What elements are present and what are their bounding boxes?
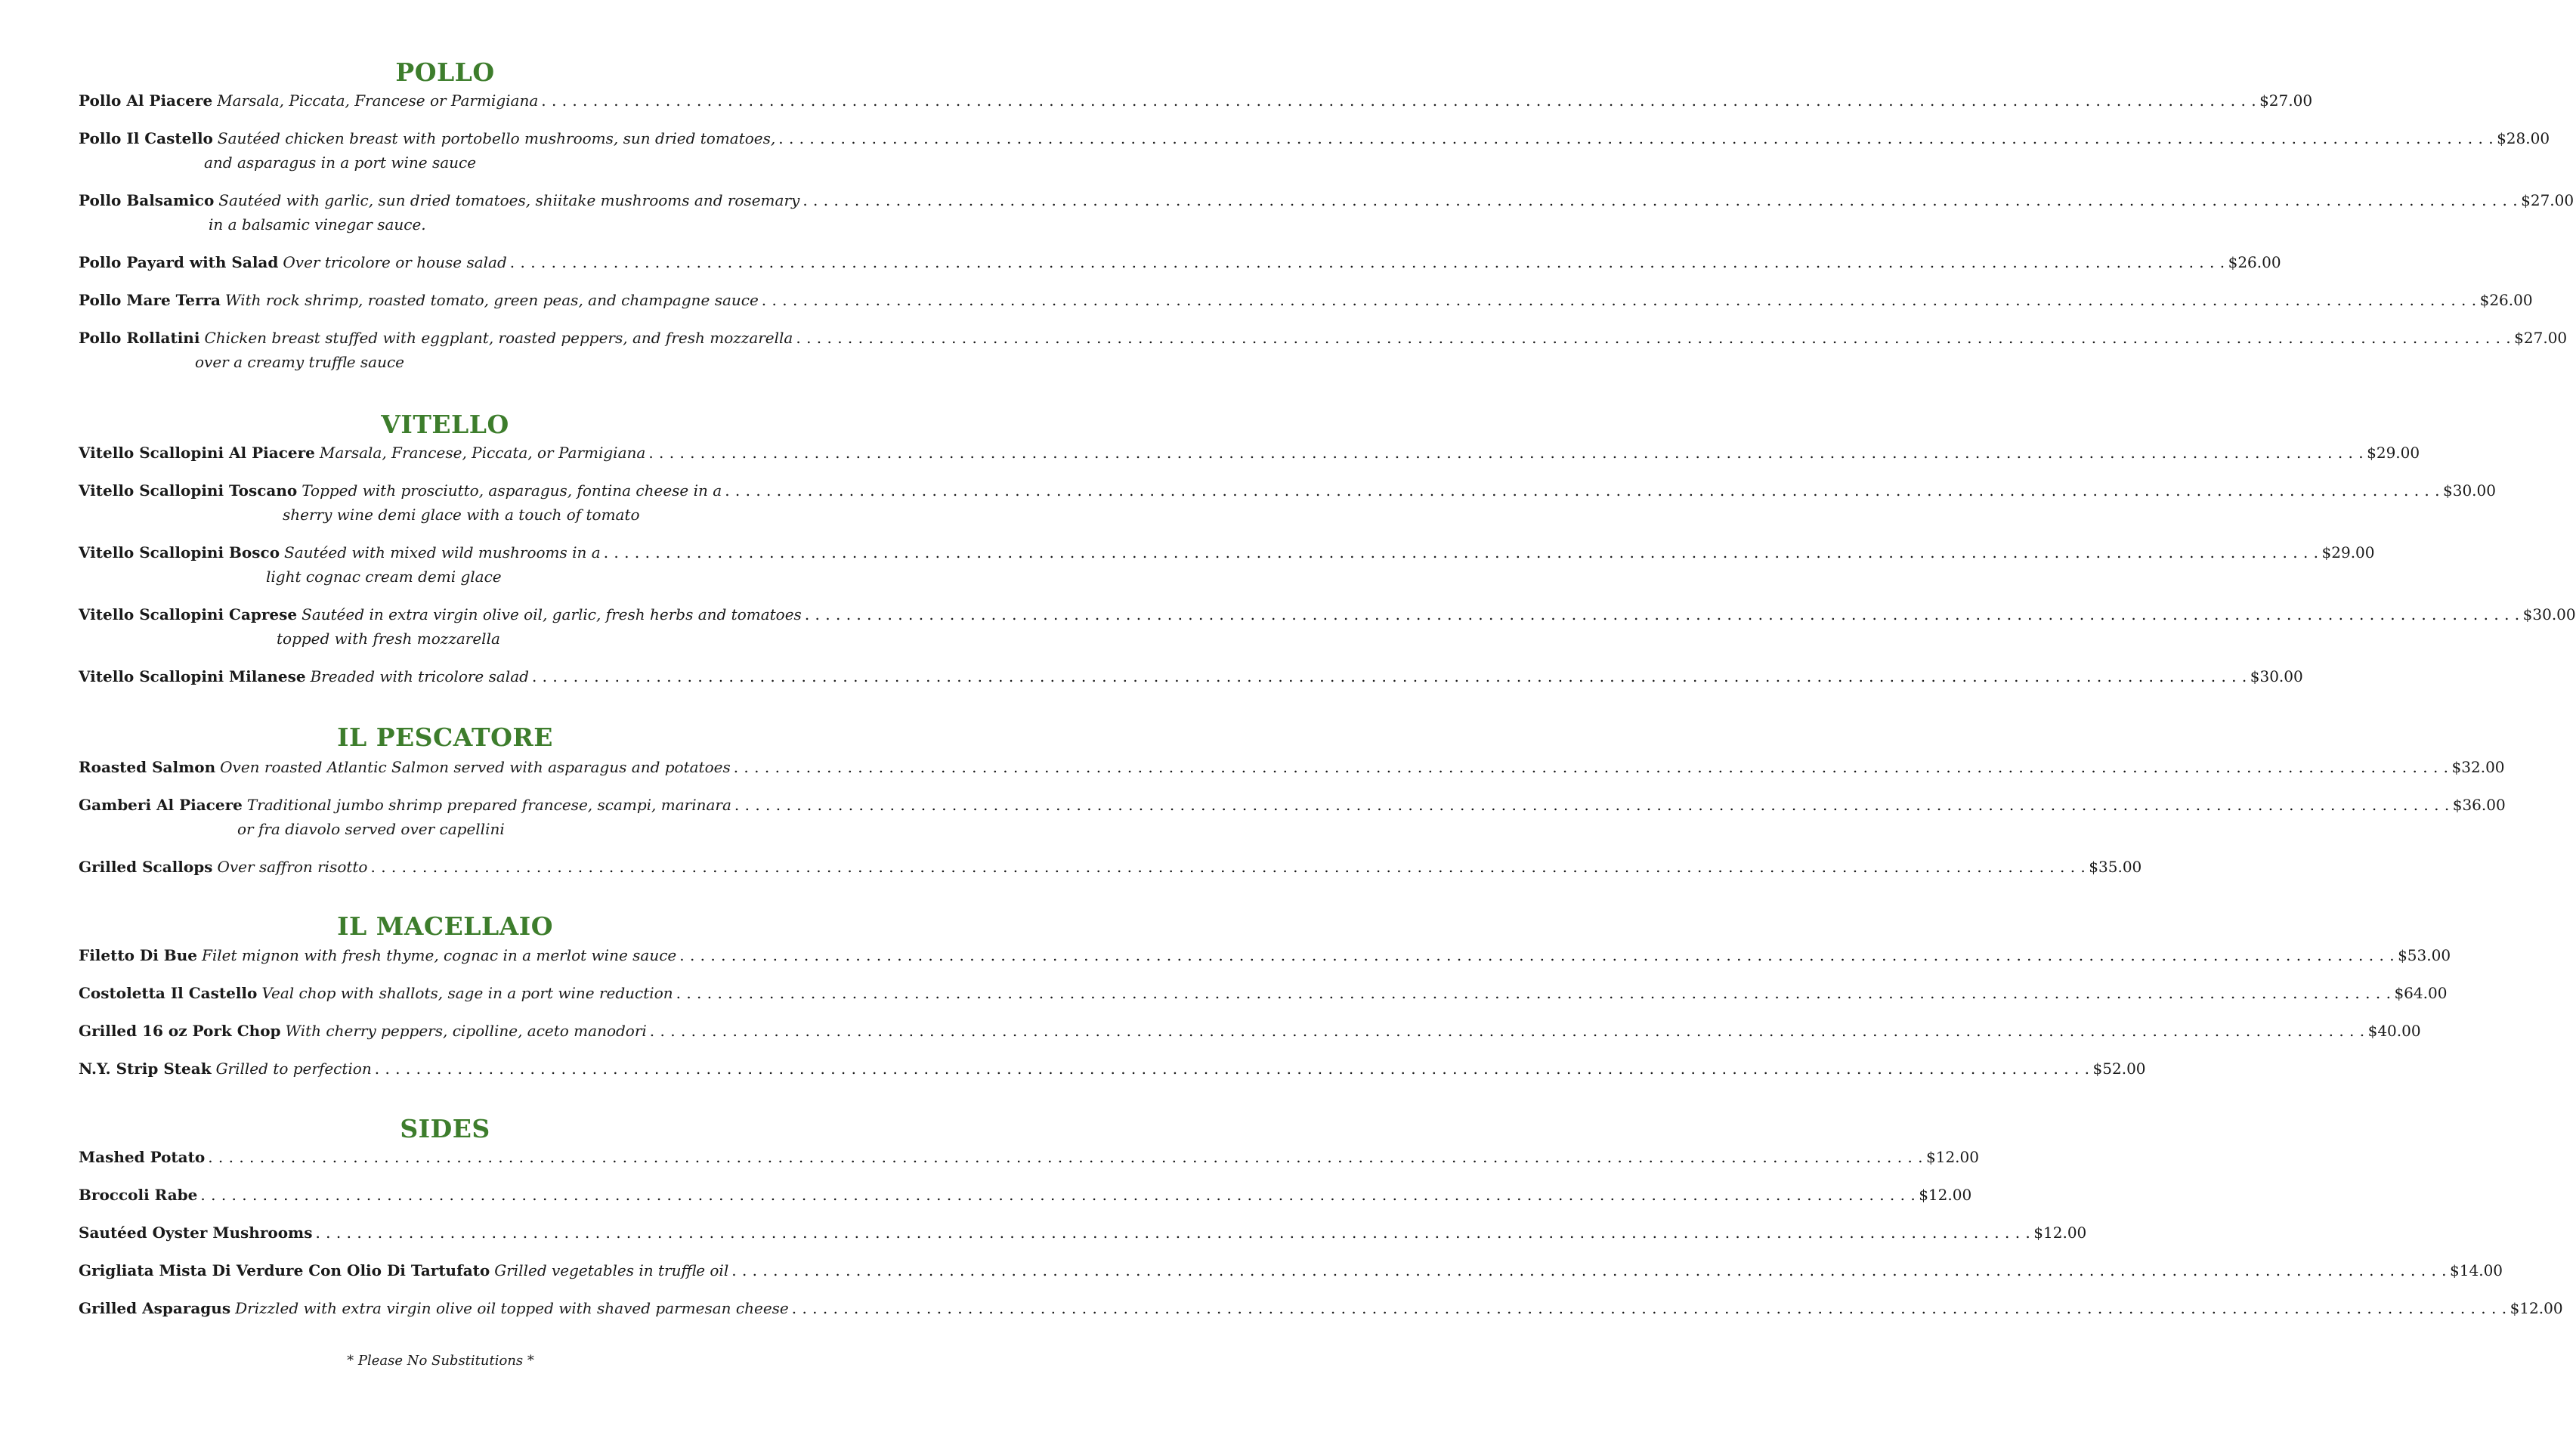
dot-leader (805, 602, 2520, 626)
menu-item-price: $35.00 (2089, 858, 2142, 876)
menu-item-price: $26.00 (2228, 253, 2281, 271)
menu-item-line (79, 188, 2574, 212)
menu-item-line (79, 793, 2506, 817)
menu-item-description: Topped with prosciutto, asparagus, fontina cheese in a (302, 481, 722, 500)
menu-item-description: Drizzled with extra virgin olive oil topped with shaved parmesan cheese (235, 1299, 789, 1317)
menu-item-description: Veal chop with shallots, sage in a port wine reduction (261, 984, 673, 1002)
menu-item (79, 855, 2142, 879)
dot-leader (802, 188, 2518, 212)
menu-item-line (79, 1183, 1972, 1207)
menu-item-name: Pollo Rollatini (79, 329, 200, 347)
menu-item-price: $14.00 (2450, 1261, 2503, 1279)
menu-item (79, 981, 2448, 1005)
menu-item-name: Roasted Salmon (79, 758, 216, 776)
menu-item-description: With cherry peppers, cipolline, aceto manodori (285, 1022, 647, 1040)
menu-item-name: Grigliata Mista Di Verdure Con Olio Di Tartufato (79, 1261, 490, 1279)
dot-leader (734, 793, 2450, 817)
menu-item-description-continued: over a creamy truffle sauce (195, 353, 405, 371)
dot-leader (796, 326, 2511, 350)
menu-item-price: $12.00 (2033, 1224, 2087, 1242)
menu-item-price: $36.00 (2452, 796, 2506, 814)
dot-leader (375, 1057, 2090, 1081)
menu-item-name: Costoletta Il Castello (79, 984, 258, 1002)
menu-item (79, 1057, 2146, 1081)
dot-leader (510, 250, 2225, 274)
menu-item-description: Sautéed with garlic, sun dried tomatoes, shiitake mushrooms and rosemary (218, 191, 800, 209)
menu-item (79, 664, 2303, 688)
menu-item-line (79, 126, 2550, 150)
menu-item-line (79, 1019, 2421, 1043)
menu-item-description-continued: topped with fresh mozzarella (277, 630, 500, 648)
dot-leader (541, 88, 2256, 113)
menu-item-description: Oven roasted Atlantic Salmon served with asparagus and potatoes (220, 758, 731, 776)
menu-item-line (79, 755, 2505, 779)
menu-item-description: Filet mignon with fresh thyme, cognac in a merlot wine sauce (201, 946, 677, 964)
menu-item-price: $28.00 (2497, 129, 2550, 147)
menu-item-description: Traditional jumbo shrimp prepared francese, scampi, marinara (246, 796, 731, 814)
menu-item-description: Sautéed in extra virgin olive oil, garlic, fresh herbs and tomatoes (302, 605, 802, 623)
menu-item-price: $52.00 (2092, 1060, 2146, 1078)
menu-item (79, 326, 2568, 374)
menu-item-description: Grilled to perfection (215, 1060, 372, 1078)
menu-item-description: Grilled vegetables in truffle oil (494, 1261, 729, 1279)
menu-item-price: $27.00 (2521, 191, 2574, 209)
menu-item-line (79, 855, 2142, 879)
menu-item-price: $40.00 (2367, 1022, 2421, 1040)
menu-item-line (79, 1145, 1979, 1169)
dot-leader (679, 943, 2395, 967)
menu-item-name: Grilled 16 oz Pork Chop (79, 1022, 281, 1040)
menu-item (79, 1296, 2563, 1320)
menu-item-line (79, 1258, 2503, 1282)
menu-item-description: Over tricolore or house salad (283, 253, 507, 271)
menu-item (79, 602, 2576, 651)
menu-item-name: Vitello Scallopini Toscano (79, 481, 298, 500)
menu-item-description: With rock shrimp, roasted tomato, green peas, and champagne sauce (225, 291, 759, 309)
menu-item-name: Gamberi Al Piacere (79, 796, 243, 814)
menu-item-price: $29.00 (2367, 444, 2420, 462)
menu-item-description-continued: light cognac cream demi glace (266, 568, 502, 586)
menu-item-price: $12.00 (2510, 1299, 2563, 1317)
menu-item-line (79, 943, 2451, 967)
section-title-vitello: VITELLO (381, 410, 509, 439)
menu-item (79, 1221, 2087, 1245)
menu-item (79, 943, 2451, 967)
menu-item (79, 126, 2550, 175)
menu-item-name: Vitello Scallopini Milanese (79, 667, 306, 685)
menu-item-price: $27.00 (2259, 91, 2313, 110)
menu-item-name: Broccoli Rabe (79, 1186, 198, 1204)
section-title-pollo: POLLO (395, 57, 495, 87)
menu-item (79, 288, 2533, 312)
dot-leader (650, 1019, 2365, 1043)
menu-item (79, 1183, 1972, 1207)
menu-item (79, 1145, 1979, 1169)
menu-item-price: $30.00 (2443, 481, 2496, 500)
menu-item-name: Mashed Potato (79, 1148, 206, 1166)
menu-item (79, 793, 2506, 841)
menu-item-name: Pollo Balsamico (79, 191, 215, 209)
menu-item-price: $64.00 (2394, 984, 2448, 1002)
menu-item-description-continued: sherry wine demi glace with a touch of tomato (283, 506, 640, 524)
menu-item-name: Pollo Payard with Salad (79, 253, 279, 271)
menu-item-line (79, 981, 2448, 1005)
menu-item (79, 1258, 2503, 1282)
dot-leader (648, 441, 2364, 465)
menu-item-price: $27.00 (2514, 329, 2568, 347)
dot-leader (731, 1258, 2447, 1282)
menu-item-description: Sautéed chicken breast with portobello mushrooms, sun dried tomatoes, (217, 129, 776, 147)
menu-item (79, 441, 2420, 465)
menu-item-price: $53.00 (2398, 946, 2451, 964)
menu-item-line (79, 250, 2281, 274)
menu-item-name: Grilled Scallops (79, 858, 213, 876)
menu-item-line (79, 540, 2375, 565)
dot-leader (315, 1221, 2030, 1245)
dot-leader (200, 1183, 1916, 1207)
menu-item-description: Marsala, Francese, Piccata, or Parmigiana (319, 444, 646, 462)
menu-item-line (79, 1296, 2563, 1320)
dot-leader (370, 855, 2086, 879)
menu-item (79, 540, 2375, 589)
menu-item-price: $12.00 (1919, 1186, 1972, 1204)
menu-item (79, 1019, 2421, 1043)
menu-item-line (79, 602, 2576, 626)
menu-item-name: N.Y. Strip Steak (79, 1060, 212, 1078)
dot-leader (208, 1145, 1923, 1169)
dot-leader (762, 288, 2477, 312)
menu-item-price: $32.00 (2451, 758, 2505, 776)
dot-leader (734, 755, 2449, 779)
menu-item-description-continued: and asparagus in a port wine sauce (204, 153, 477, 172)
menu-item-description: Sautéed with mixed wild mushrooms in a (284, 543, 601, 562)
dot-leader (532, 664, 2247, 688)
menu-item-description: Breaded with tricolore salad (310, 667, 529, 685)
menu-item-description: Marsala, Piccata, Francese or Parmigiana (217, 91, 539, 110)
menu-item-description-continued: or fra diavolo served over capellini (237, 820, 505, 838)
menu-item-name: Vitello Scallopini Caprese (79, 605, 298, 623)
menu-item-line (79, 441, 2420, 465)
menu-item-line (79, 88, 2313, 113)
menu-item-line (79, 326, 2568, 350)
menu-item-description: Over saffron risotto (217, 858, 368, 876)
menu-item-description: Chicken breast stuffed with eggplant, roasted peppers, and fresh mozzarella (204, 329, 793, 347)
menu-item-name: Filetto Di Bue (79, 946, 197, 964)
menu-item-name: Sautéed Oyster Mushrooms (79, 1224, 313, 1242)
menu-item-line (79, 664, 2303, 688)
dot-leader (792, 1296, 2507, 1320)
section-title-sides: SIDES (400, 1114, 490, 1143)
dot-leader (725, 478, 2440, 503)
menu-item-line (79, 288, 2533, 312)
menu-item-price: $29.00 (2321, 543, 2375, 562)
menu-item-line (79, 478, 2496, 503)
menu-item-name: Pollo Il Castello (79, 129, 213, 147)
menu-item-line (79, 1221, 2087, 1245)
section-title-il-macellaio: IL MACELLAIO (337, 911, 553, 941)
menu-item-name: Vitello Scallopini Bosco (79, 543, 280, 562)
menu-item-price: $26.00 (2479, 291, 2533, 309)
dot-leader (604, 540, 2319, 565)
menu-item-name: Vitello Scallopini Al Piacere (79, 444, 315, 462)
menu-item (79, 88, 2313, 113)
menu-item-price: $30.00 (2522, 605, 2576, 623)
footnote: * Please No Substitutions * (347, 1353, 534, 1369)
dot-leader (676, 981, 2392, 1005)
menu-item-line (79, 1057, 2146, 1081)
menu-item (79, 755, 2505, 779)
menu-item-name: Pollo Mare Terra (79, 291, 221, 309)
menu-item (79, 478, 2496, 527)
menu-item (79, 250, 2281, 274)
menu-item-price: $12.00 (1926, 1148, 1979, 1166)
dot-leader (778, 126, 2494, 150)
menu-item-name: Pollo Al Piacere (79, 91, 213, 110)
menu-item (79, 188, 2574, 237)
menu-item-description-continued: in a balsamic vinegar sauce. (209, 215, 426, 234)
section-title-il-pescatore: IL PESCATORE (337, 722, 553, 752)
menu-item-name: Grilled Asparagus (79, 1299, 231, 1317)
menu-item-price: $30.00 (2250, 667, 2303, 685)
